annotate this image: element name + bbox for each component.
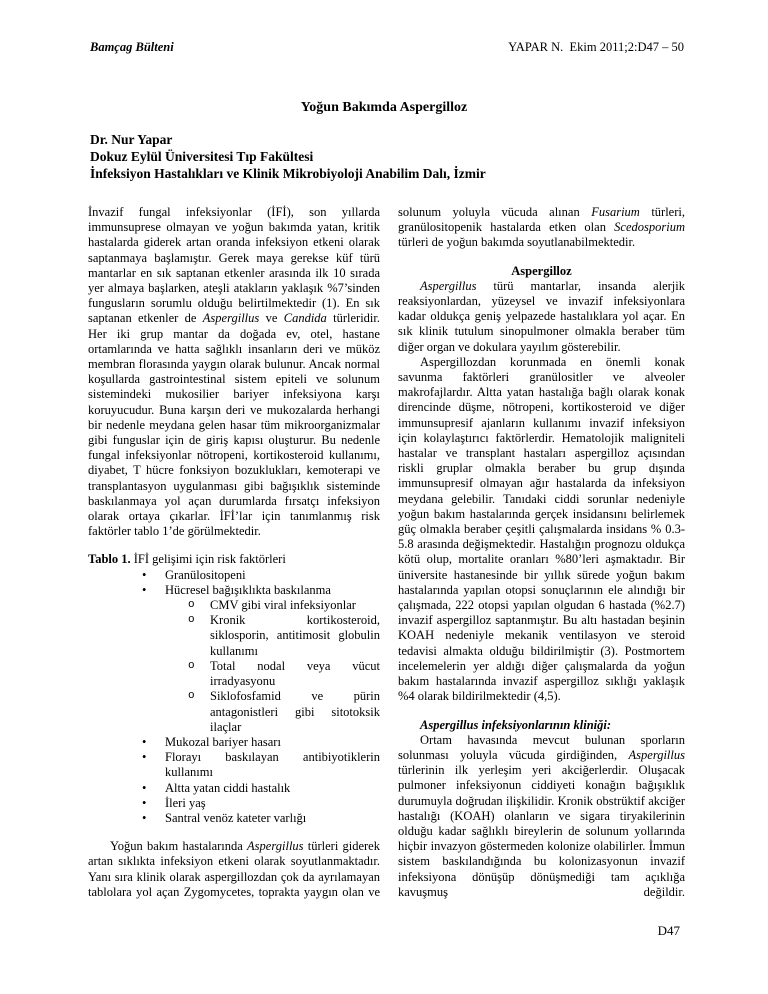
list-item xyxy=(88,689,380,735)
italic-term: Aspergillus xyxy=(202,311,260,326)
text-run: türleri giderek artan sıklıkta infeksiyon etkeni olarak soyutlanmaktadır. Yanı sıra klinik olarak aspergillozdan çok da ayrılamayan tablolara yol açan Zygomycetes, toprakta yaygın olan ve xyxy=(88,839,380,899)
body-right-column xyxy=(398,205,685,900)
list-item xyxy=(88,811,380,826)
italic-term: Aspergillus xyxy=(247,839,304,854)
list-item-label: Altta yatan ciddi hastalık xyxy=(165,780,291,795)
text-run: Ortam havasında mevcut bulunan sporların solunması yoluyla vücuda girdiğinden, xyxy=(398,732,685,762)
list-item xyxy=(88,781,380,796)
list-item xyxy=(88,583,380,598)
italic-term: Aspergillus xyxy=(628,747,685,762)
bullet-icon: • xyxy=(142,810,147,825)
text-run: türleridir. Her iki grup mantar da doğada ev, otel, hastane ortamlarında ve hatta sağlıklı insanların deri ve müköz membran florasında yaygın olarak bulunur. Ancak normal koşullarda gastrointestinal sistem epiteli ve solunum sistemindeki mukosilier bariyer infeksiyona karşı koruyucudur. Buna karşın deri ve mukozalarda herhangi bir nedenle meydana gelen hasar tüm mikroorganizmalar gibi funguslar için de giriş kapısı oluşturur. Bu nedenle fungal infeksiyonlar nötropeni, kortikosteroid kullanımı, diyabet, T hücre fonksiyon bozuklukları, kemoterapi ve transplantasyon uygulanması gibi bağışıklık sisteminde baskılanmaya yol açan durumlarda fırsatçı infeksiyon olarak ortaya çıkarlar. İFİ’lar için tanımlanmış risk faktörler tablo 1’de görülmektedir. xyxy=(88,311,380,539)
bullet-icon: • xyxy=(142,795,147,810)
risk-factor-list xyxy=(88,568,380,826)
bold-term: Tablo 1. xyxy=(88,552,131,567)
text-run: türleri de yoğun bakımda soyutlanabilmektedir. xyxy=(398,235,636,250)
text-run: türü mantarlar, insanda alerjik reaksiyonlardan, yüzeysel ve invazif infeksiyonlara kadar oldukça geniş yelpazede hastalıklara yol açar. En sık klinik tutulum sinopulmoner olmakla beraber tüm diğer organ ve dokulara yayılım gösterebilir. xyxy=(398,278,685,354)
list-item-label: CMV gibi viral infeksiyonlar xyxy=(210,598,356,613)
text-run: türleri, granülositopenik hastalarda etken olan xyxy=(398,205,685,235)
subsection-heading: Aspergillus infeksiyonlarının kliniği: xyxy=(420,717,612,732)
list-item-label: Granülositopeni xyxy=(165,567,246,582)
paragraph xyxy=(88,839,380,900)
section-heading: Aspergilloz xyxy=(511,263,572,278)
text-run: solunum yoluyla vücuda alınan xyxy=(398,205,592,219)
body-left-column xyxy=(88,205,380,900)
bullet-icon: • xyxy=(142,780,147,795)
paragraph xyxy=(398,279,685,355)
list-item-label: Total nodal veya vücut irradyasyonu xyxy=(210,658,380,689)
sub-bullet-icon: o xyxy=(188,659,195,672)
italic-term: Fusarium xyxy=(591,205,640,219)
sub-bullet-icon: o xyxy=(188,599,195,612)
list-item xyxy=(88,598,380,613)
citation: YAPAR N. Ekim 2011;2:D47 – 50 xyxy=(508,40,684,54)
table-caption xyxy=(88,552,380,567)
list-item xyxy=(88,659,380,689)
text-run: ve xyxy=(259,311,284,326)
bullet-icon: • xyxy=(142,582,147,597)
list-item-label: Florayı baskılayan antibiyotiklerin kullanımı xyxy=(165,750,380,780)
author-affiliation-university: Dokuz Eylül Üniversitesi Tıp Fakültesi xyxy=(90,149,314,164)
list-item-label: Mukozal bariyer hasarı xyxy=(165,734,281,749)
text-run: Yoğun bakım hastalarında xyxy=(110,839,248,854)
sub-bullet-icon: o xyxy=(188,614,195,627)
paragraph xyxy=(88,205,380,539)
text-run: İnvazif fungal infeksiyonlar (İFİ), son yıllarda immunsuprese olmayan ve yoğun bakımda yatan, kritik hastalarda giderek artan oranda infeksiyon etkeni olarak saptanmaya başlamıştır. Gerek maya gerekse küf türü mantarlar en sık saptanan etkenler arasında ilk 10 sırada yer almaya başlarken, ateşli atakların yaklaşık %7’sinden fungusların sorumlu olduğu belirtilmektedir (1). En sık saptanan etkenler de xyxy=(88,205,380,326)
author-affiliation-department: İnfeksiyon Hastalıkları ve Klinik Mikrobiyoloji Anabilim Dalı, İzmir xyxy=(90,166,486,181)
list-item xyxy=(88,750,380,780)
author-block xyxy=(90,131,486,182)
bullet-icon: • xyxy=(142,750,147,765)
list-item-label: Kronik kortikosteroid, siklosporin, antitimosit globulin kullanımı xyxy=(210,613,380,658)
text-run: İFİ gelişimi için risk faktörleri xyxy=(130,552,286,567)
bullet-icon: • xyxy=(142,734,147,749)
list-item-label: Siklofosfamid ve pürin antagonistleri gibi sitotoksik ilaçlar xyxy=(210,689,380,734)
paragraph xyxy=(398,733,685,900)
text-run: Aspergillozdan korunmada en önemli konak savunma faktörleri granülositler ve alveoler makrofajlardır. Altta yatan hastalığa bağlı olarak konak direncinde düşme, nötropeni, kortikosteroid ve diğer immunsupresif ajanların kullanımı invazif infeksiyon için kolaylaştırıcı faktörlerdir. Hematolojik maligniteli hastalar ve transplant hastaları aspergilloz açısından riskli gruplar olmakla beraber bu grup dışında immunsupresif olmayan ağır hastalarda da infeksiyon meydana gelebilir. Tanıdaki ciddi sorunlar nedeniyle yoğun bakım hastalarında gerçek insidansını belirlemek güç olmakla beraber çeşitli çalışmalarda insidans % 0.3-5.8 arasında değişmektedir. Hastalığın prognozu oldukça kötü olup, mortalite oranları %80’leri aşmaktadır. Bir üniversite hastanesinde bir yıllık sürede yoğun bakım hastalarında yapılan otopsi sonuçlarının ele alındığı bir çalışmada, 222 otopsi yapılan olgudan 6 hastada (%2.7) invazif aspergilloz saptanmıştır. Bu altı hastadan beşinin KOAH nedeniyle mekanik ventilasyon ve steroid tedavisi almakta olduğu bildirilmiştir (3). Postmortem incelemelerin yer aldığı diğer çalışmalarda da yoğun bakım hastalarında invazif aspergilloz sıklığı yaklaşık %4 olarak bildirilmektedir (4,5). xyxy=(398,354,685,704)
sub-bullet-icon: o xyxy=(188,690,195,703)
list-item-label: İleri yaş xyxy=(165,795,206,810)
paragraph xyxy=(398,205,685,251)
italic-term: Candida xyxy=(283,311,327,326)
italic-term: Scedosporium xyxy=(614,220,685,235)
bullet-icon: • xyxy=(142,567,147,582)
list-item-label: Hücresel bağışıklıkta baskılanma xyxy=(165,582,331,597)
page-title: Yoğun Bakımda Aspergilloz xyxy=(300,100,468,115)
italic-term: Aspergillus xyxy=(420,278,477,293)
author-name: Dr. Nur Yapar xyxy=(90,132,173,147)
list-item xyxy=(88,613,380,659)
list-item xyxy=(88,796,380,811)
journal-name: Bamçag Bülteni xyxy=(90,40,174,54)
paragraph xyxy=(398,355,685,705)
list-item-label: Santral venöz kateter varlığı xyxy=(165,810,307,825)
list-item xyxy=(88,735,380,750)
page-number: D47 xyxy=(657,923,680,938)
text-run: türlerinin ilk yerleşim yeri akciğerlerdir. Oluşacak pulmoner infeksiyonun ciddiyeti konağın bağışıklık durumuyla doğrudan ilişkilidir. Kronik obstrüktif akciğer hastalığı (KOAH) olanların ve sigara tiryakilerinin olduğu kadar sağlıklı bireylerin de solunum yollarında hiçbir invazyon göstermeden kolonize olabilirler. İmmun sistem baskılandığında bu kolonizasyonun invazif infeksiyona dönüşüp dönüşmediği tam açıklığa kavuşmuş değildir. xyxy=(398,763,685,899)
list-item xyxy=(88,568,380,583)
